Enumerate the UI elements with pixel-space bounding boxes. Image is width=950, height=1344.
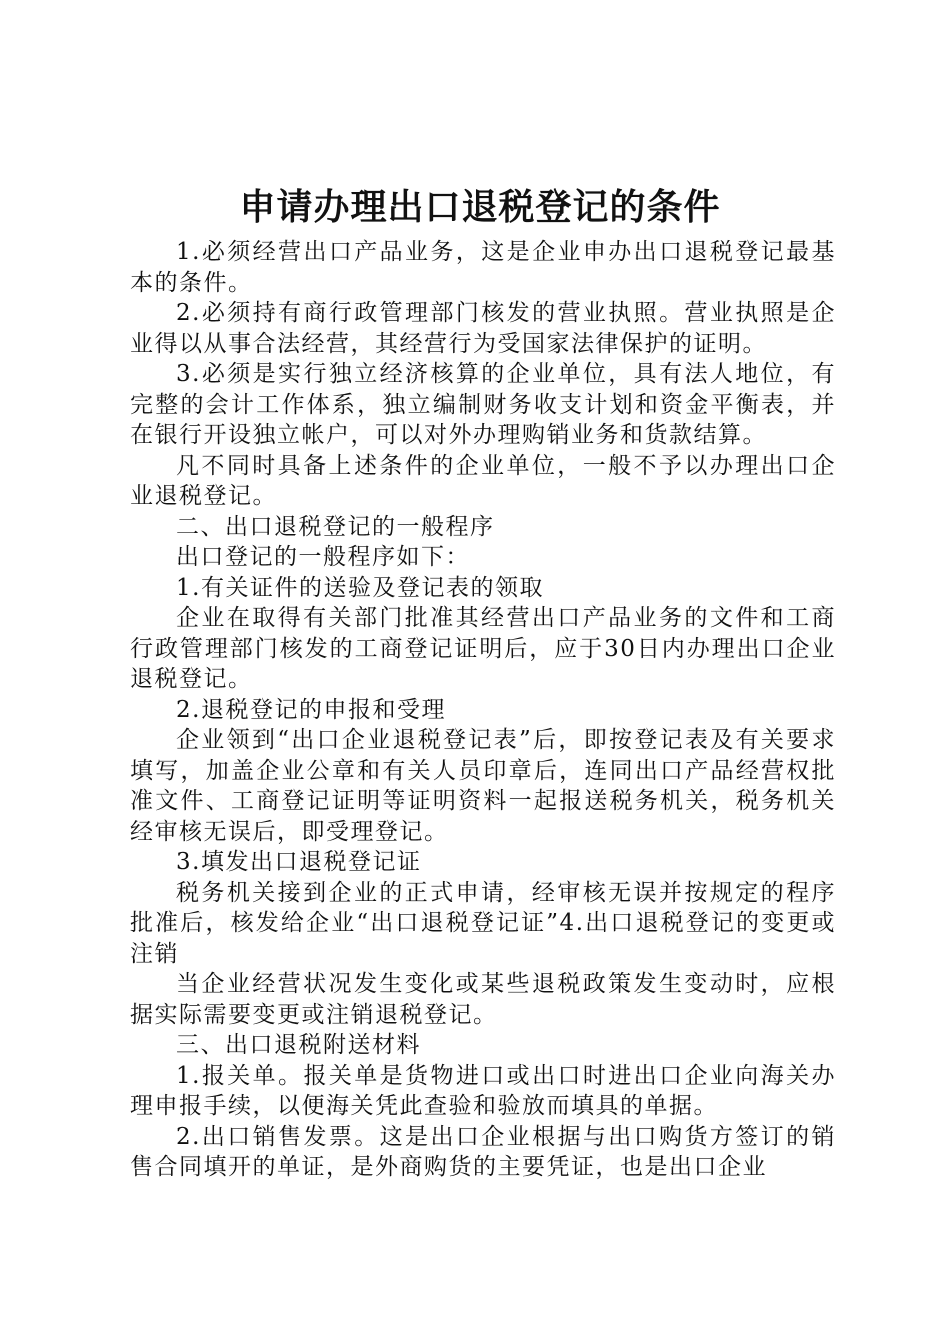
paragraph-step-3: 税务机关接到企业的正式申请，经审核无误并按规定的程序批准后，核发给企业“出口退税登记证”4.出口退税登记的变更或注销	[130, 879, 836, 967]
document-body	[130, 237, 836, 1183]
document-title: 申请办理出口退税登记的条件	[239, 187, 721, 228]
paragraph-procedure-intro: 出口登记的一般程序如下：	[176, 544, 470, 570]
paragraph-condition-3: 3.必须是实行独立经济核算的企业单位，具有法人地位，有完整的会计工作体系，独立编制财务收支计划和资金平衡表，并在银行开设独立帐户，可以对外办理购销业务和货款结算。	[130, 361, 836, 448]
paragraph-material-1: 1.报关单。报关单是货物进口或出口时进出口企业向海关办理申报手续，以便海关凭此查验和验放而填具的单据。	[130, 1062, 836, 1119]
section-heading-2: 二、出口退税登记的一般程序	[176, 513, 495, 540]
paragraph-condition-note: 凡不同时具备上述条件的企业单位，一般不予以办理出口企业退税登记。	[130, 452, 836, 509]
paragraph-condition-2: 2.必须持有商行政管理部门核发的营业执照。营业执照是企业得以从事合法经营，其经营行为受国家法律保护的证明。	[130, 300, 836, 357]
subheading-step-1: 1.有关证件的送验及登记表的领取	[176, 574, 544, 601]
subheading-step-3: 3.填发出口退税登记证	[176, 849, 422, 875]
paragraph-step-1: 企业在取得有关部门批准其经营出口产品业务的文件和工商行政管理部门核发的工商登记证明后，应于30日内办理出口企业退税登记。	[130, 605, 836, 692]
paragraph-step-2: 企业领到“出口企业退税登记表”后，即按登记表及有关要求填写，加盖企业公章和有关人员印章后，连同出口产品经营权批准文件、工商登记证明等证明资料一起报送税务机关，税务机关经审核无误后，即受理登记。	[130, 727, 836, 845]
subheading-step-2: 2.退税登记的申报和受理	[176, 696, 446, 723]
paragraph-material-2: 2.出口销售发票。这是出口企业根据与出口购货方签订的销售合同填开的单证，是外商购货的主要凭证，也是出口企业	[130, 1123, 836, 1180]
paragraph-step-4: 当企业经营状况发生变化或某些退税政策发生变动时，应根据实际需要变更或注销退税登记。	[130, 971, 836, 1028]
section-heading-3: 三、出口退税附送材料	[176, 1032, 421, 1058]
paragraph-condition-1: 1.必须经营出口产品业务，这是企业申办出口退税登记最基本的条件。	[130, 239, 836, 296]
